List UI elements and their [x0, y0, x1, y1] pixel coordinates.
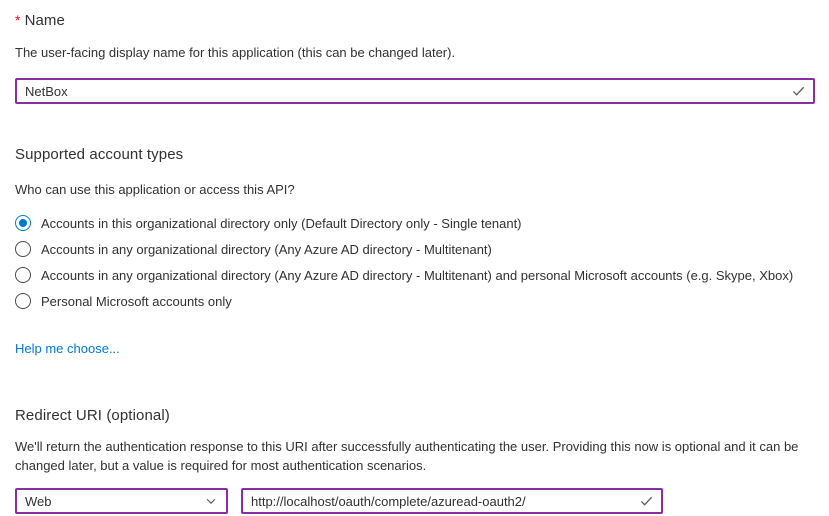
redirect-uri-heading: Redirect URI (optional): [15, 407, 170, 424]
radio-button[interactable]: [15, 215, 31, 231]
name-input[interactable]: [15, 78, 815, 104]
redirect-uri-description: We'll return the authentication response to this URI after successfully authenticating the user. Providing this now is optional and it can be changed later, but a value is required for most authentication scenarios.: [15, 439, 799, 473]
radio-option-multitenant[interactable]: [15, 236, 815, 262]
help-me-choose-link[interactable]: Help me choose...: [15, 341, 120, 356]
radio-option-label: Accounts in any organizational directory (Any Azure AD directory - Multitenant): [41, 241, 492, 257]
account-types-radio-group: [15, 210, 815, 314]
radio-button[interactable]: [15, 293, 31, 309]
name-input-wrap: [15, 78, 815, 104]
radio-option-label: Accounts in this organizational directory only (Default Directory only - Single tenant): [41, 215, 522, 231]
radio-button[interactable]: [15, 241, 31, 257]
radio-option-label: Accounts in any organizational directory (Any Azure AD directory - Multitenant) and personal Microsoft accounts (e.g. Skype, Xbox): [41, 267, 794, 283]
radio-option-personal-only[interactable]: [15, 288, 815, 314]
redirect-uri-input[interactable]: [241, 488, 663, 514]
radio-button[interactable]: [15, 267, 31, 283]
redirect-uri-controls: [15, 488, 815, 514]
redirect-uri-input-wrap: [241, 488, 663, 514]
chevron-down-icon: [204, 494, 218, 508]
radio-option-label: Personal Microsoft accounts only: [41, 293, 232, 309]
radio-option-multitenant-personal[interactable]: [15, 262, 815, 288]
platform-select[interactable]: [15, 488, 228, 514]
radio-option-single-tenant[interactable]: [15, 210, 815, 236]
required-asterisk: *: [15, 12, 21, 28]
name-field-label-text: Name: [24, 12, 65, 29]
account-types-heading: Supported account types: [15, 146, 184, 163]
account-types-question: Who can use this application or access this API?: [15, 182, 295, 197]
name-field-label: [15, 12, 815, 29]
name-field-description: The user-facing display name for this application (this can be changed later).: [15, 45, 456, 60]
platform-select-value: Web: [25, 493, 52, 509]
